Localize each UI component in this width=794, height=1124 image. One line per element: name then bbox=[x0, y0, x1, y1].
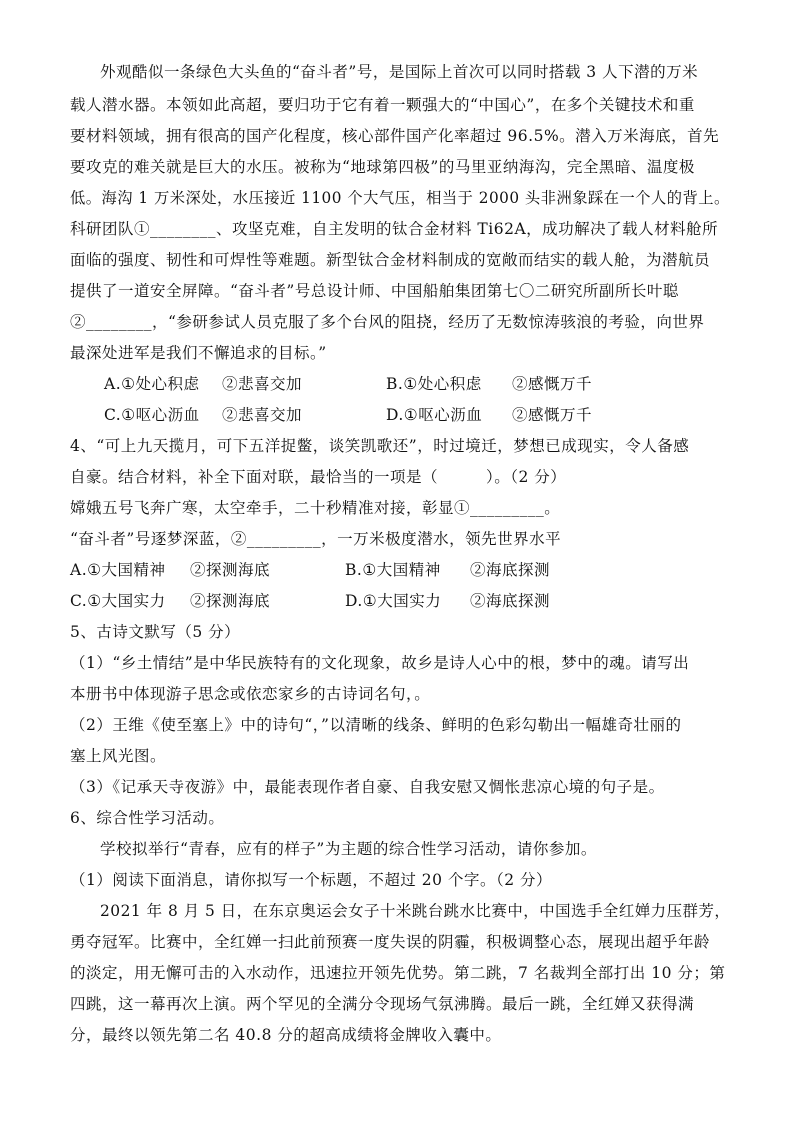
q6-title: 6、综合性学习活动。 bbox=[70, 809, 225, 827]
q4-stem: 4、“可上九天揽月，可下五洋捉鳖，谈笑凯歌还”，时过境迁，梦想已成现实，令人备感 bbox=[70, 437, 690, 455]
q3-option-b-1: B.①处心积虑 bbox=[386, 375, 482, 393]
passage-line: 科研团队①________、攻坚克难，自主发明的钛合金材料 Ti62A，成功解决了载人材料舱所 bbox=[70, 220, 719, 238]
news-line: 的淡定，用无懈可击的入水动作，迅速拉开领先优势。第二跳，7 名裁判全部打出 10 分；第 bbox=[70, 964, 726, 982]
q5-item-1: （1）“乡土情结”是中华民族特有的文化现象，故乡是诗人心中的根，梦中的魂。请写出 bbox=[70, 654, 690, 672]
q3-option-c-2: ②悲喜交加 bbox=[222, 406, 303, 424]
q6-intro: 学校拟举行“青春，应有的样子”为主题的综合性学习活动，请你参加。 bbox=[100, 840, 597, 858]
news-line: 四跳，这一幕再次上演。两个罕见的全满分令现场气氛沸腾。最后一跳，全红婵又获得满 bbox=[70, 995, 695, 1013]
q4-couplet-line: “奋斗者”号逐梦深蓝，②_________，一万米极度潜水，领先世界水平 bbox=[70, 530, 562, 548]
q3-option-d-1: D.①呕心沥血 bbox=[386, 406, 483, 424]
q3-option-d-2: ②感慨万千 bbox=[512, 406, 593, 424]
q4-option-a-1: A.①大国精神 bbox=[70, 561, 166, 579]
q6-sub-question: （1）阅读下面消息，请你拟写一个标题，不超过 20 个字。（2 分） bbox=[70, 871, 552, 889]
passage-line: ②________，“参研参试人员克服了多个台风的阻挠，经历了无数惊涛骇浪的考验，向世界 bbox=[70, 313, 705, 331]
q5-title: 5、古诗文默写（5 分） bbox=[70, 623, 241, 641]
q4-stem: 自豪。结合材料，补全下面对联，最恰当的一项是（ ）。（2 分） bbox=[70, 468, 567, 486]
passage-line: 外观酷似一条绿色大头鱼的“奋斗者”号，是国际上首次可以同时搭载 3 人下潜的万米 bbox=[100, 63, 699, 81]
passage-line: 低。海沟 1 万米深处，水压接近 1100 个大气压，相当于 2000 头非洲象踩在一个人的背上。 bbox=[70, 189, 730, 207]
q4-option-b-2: ②海底探测 bbox=[470, 561, 551, 579]
passage-line: 载人潜水器。本领如此高超，要归功于它有着一颗强大的“中国心”，在多个关键技术和重 bbox=[70, 96, 695, 114]
q3-option-a-1: A.①处心积虑 bbox=[104, 375, 200, 393]
passage-line: 面临的强度、韧性和可焊性等难题。新型钛合金材料制成的宽敞而结实的载人舱，为潜航员 bbox=[70, 251, 711, 269]
q5-item-2: 塞上风光图。 bbox=[70, 747, 167, 765]
q3-option-a-2: ②悲喜交加 bbox=[222, 375, 303, 393]
news-line: 2021 年 8 月 5 日，在东京奥运会女子十米跳台跳水比赛中，中国选手全红婵力压群芳， bbox=[100, 902, 731, 920]
news-line: 分，最终以领先第二名 40.8 分的超高成绩将金牌收入囊中。 bbox=[70, 1026, 502, 1044]
q4-option-a-2: ②探测海底 bbox=[190, 561, 271, 579]
q3-option-b-2: ②感慨万千 bbox=[512, 375, 593, 393]
q5-item-1: 本册书中体现游子思念或依恋家乡的古诗词名句，。 bbox=[70, 685, 431, 703]
q5-item-3: （3）《记承天寺夜游》中，最能表现作者自豪、自我安慰又惆怅悲凉心境的句子是。 bbox=[70, 778, 665, 796]
q4-option-b-1: B.①大国精神 bbox=[345, 561, 441, 579]
passage-line: 提供了一道安全屏障。“奋斗者”号总设计师、中国船舶集团第七〇二研究所副所长叶聪 bbox=[70, 282, 679, 300]
passage-line: 最深处进军是我们不懈追求的目标。” bbox=[70, 344, 327, 362]
q4-option-d-2: ②海底探测 bbox=[470, 592, 551, 610]
q5-item-2: （2）王维《使至塞上》中的诗句“，”以清晰的线条、鲜明的色彩勾勒出一幅雄奇壮丽的 bbox=[70, 716, 682, 734]
q3-option-c-1: C.①呕心沥血 bbox=[104, 406, 200, 424]
q4-option-c-1: C.①大国实力 bbox=[70, 592, 166, 610]
passage-line: 要材料领域，拥有很高的国产化程度，核心部件国产化率超过 96.5%。潜入万米海底，首先 bbox=[70, 127, 720, 145]
q4-option-c-2: ②探测海底 bbox=[190, 592, 271, 610]
passage-line: 要攻克的难关就是巨大的水压。被称为“地球第四极”的马里亚纳海沟，完全黑暗、温度极 bbox=[70, 158, 695, 176]
q4-couplet-line: 嫦娥五号飞奔广寒，太空牵手，二十秒精准对接，彰显①_________。 bbox=[70, 499, 561, 517]
news-line: 勇夺冠军。比赛中，全红婵一扫此前预赛一度失误的阴霾，积极调整心态，展现出超乎年龄 bbox=[70, 933, 711, 951]
q4-option-d-1: D.①大国实力 bbox=[345, 592, 442, 610]
